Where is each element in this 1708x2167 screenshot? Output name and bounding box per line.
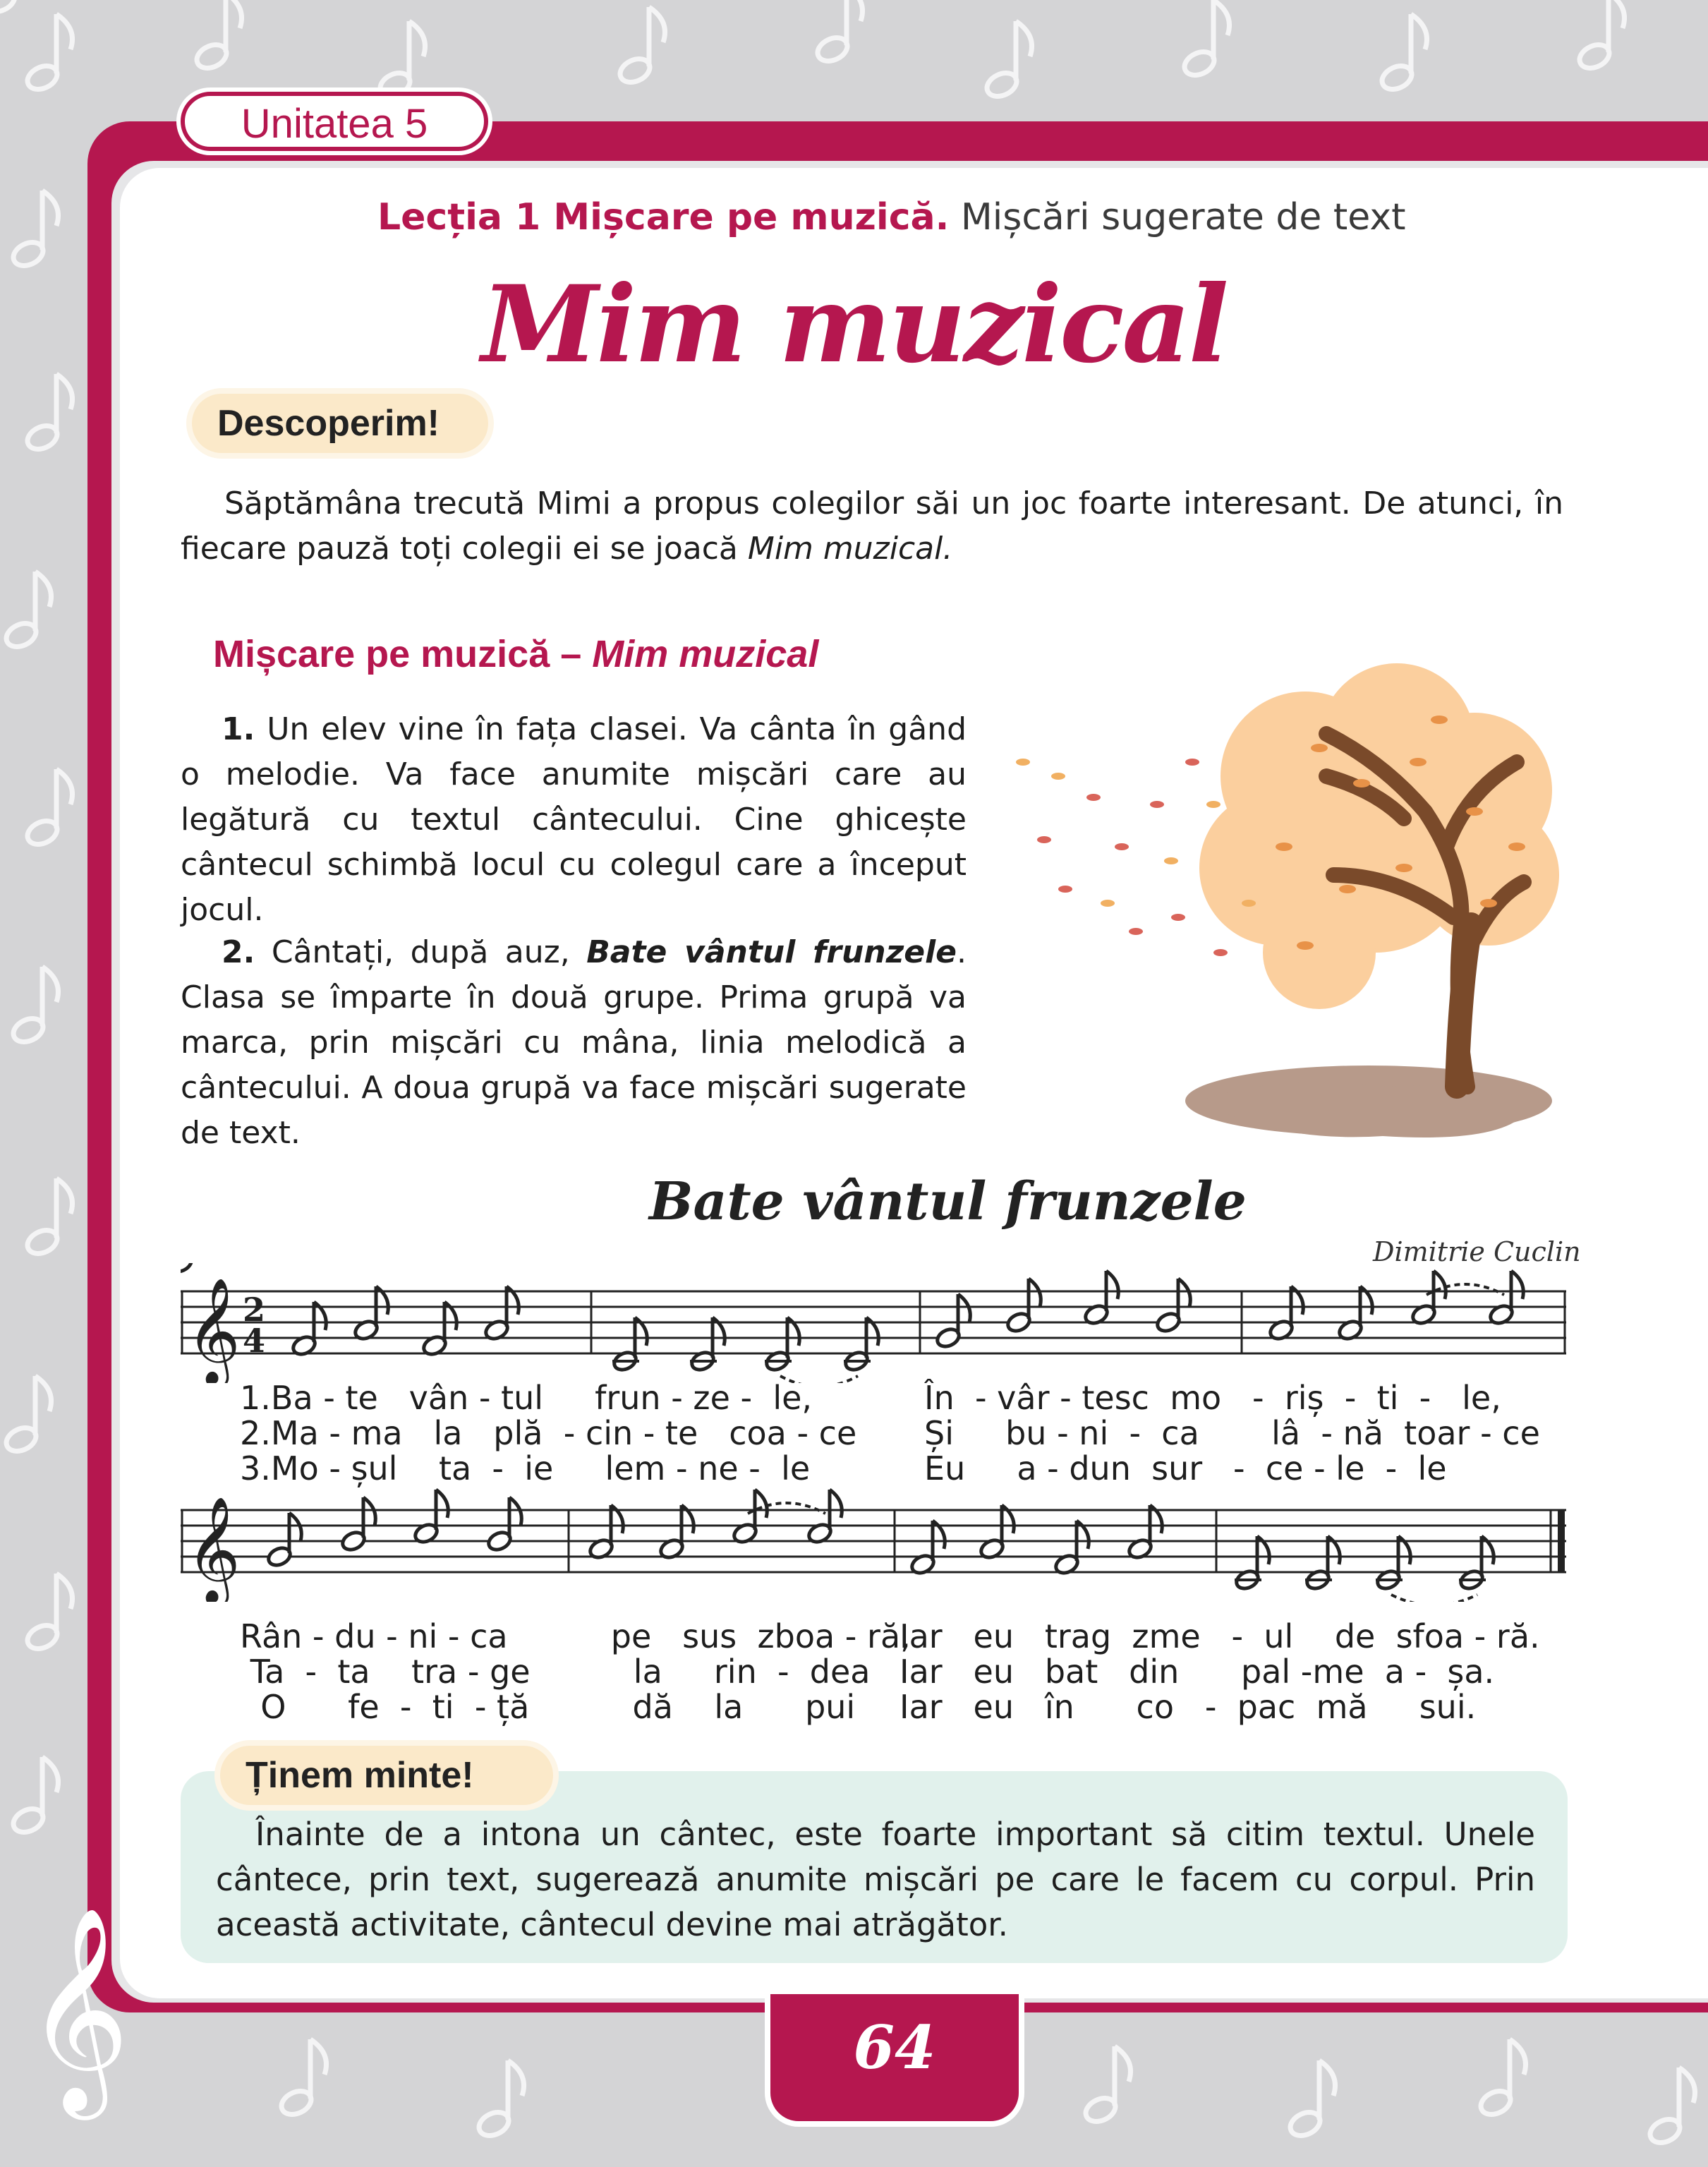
lyric-line: În - vâr - tesc mo - riș - ti - le, <box>924 1379 1501 1417</box>
lyric-line: 2.Ma - ma la plă - cin - te coa - ce <box>240 1414 857 1452</box>
unit-tab <box>181 92 488 151</box>
item-text: . Clasa se împarte în două grupe. Prima grupă va marca, prin mișcări cu mâna, linia melodică a cântecului. A doua grupă va face mișcări sugerate de text. <box>181 934 967 1151</box>
song-composer: Dimitrie Cuclin <box>1373 1236 1581 1267</box>
lyric-line: Iar eu bat din pal -me a - șa. <box>900 1653 1495 1691</box>
remember-label: Ținem minte! <box>246 1755 474 1796</box>
item-text: Cântați, după auz, <box>255 934 587 970</box>
song-title: Bate vântul frunzele <box>649 1171 1247 1232</box>
page-number: 64 <box>853 2012 936 2082</box>
intro-paragraph <box>181 481 1563 572</box>
discover-label: Descoperim! <box>217 403 440 444</box>
music-staff-1 <box>181 1263 1566 1383</box>
unit-label: Unitatea 5 <box>241 101 428 147</box>
song-name: Bate vântul frunzele <box>586 934 957 970</box>
lyric-line: 1.Ba - te vân - tul frun - ze - le, <box>240 1379 813 1417</box>
treble-clef-icon: 𝄞 <box>25 1905 130 2111</box>
lyric-line: Iar eu trag zme - ul de sfoa - ră. <box>900 1617 1540 1655</box>
discover-badge <box>192 394 488 453</box>
subheading-italic: Mim muzical <box>592 633 819 675</box>
page-number-tab <box>770 1994 1019 2121</box>
activity-item-2 <box>181 930 967 1156</box>
lyrics-row1-right <box>924 1380 1540 1486</box>
svg-text:𝄞: 𝄞 <box>186 1495 241 1602</box>
time-signature-top: 2 <box>243 1291 266 1329</box>
lyrics-row2-right <box>900 1619 1540 1725</box>
lyric-line: 3.Mo - șul ta - ie lem - ne - le <box>240 1449 811 1487</box>
remember-badge <box>220 1746 553 1805</box>
lyric-line: Și bu - ni - ca lâ - nă toar - ce <box>924 1414 1540 1452</box>
music-staff-2 <box>181 1482 1566 1602</box>
svg-text:𝄞: 𝄞 <box>186 1276 241 1383</box>
section-subheading <box>213 632 818 676</box>
lyrics-row2-left <box>240 1619 911 1725</box>
item-text: Un elev vine în fața clasei. Va cânta în gând o melodie. Va face anumite mișcări care au legătură cu textul cântecului. Cine ghicește cântecul schimbă locul cu colegul care a început jocul. <box>181 711 967 928</box>
lyric-line: Eu a - dun sur - ce - le - le <box>924 1449 1447 1487</box>
lyric-line: Ta - ta tra - ge la rin - dea <box>240 1653 871 1691</box>
lyric-line: Iar eu în co - pac mă sui. <box>900 1688 1477 1726</box>
page-title: Mim muzical <box>481 262 1227 387</box>
lesson-heading <box>377 196 1406 239</box>
windy-autumn-tree-illustration <box>981 635 1601 1157</box>
lesson-subtitle: Mișcări sugerate de text <box>949 196 1406 239</box>
subheading-text: Mișcare pe muzică – <box>213 633 593 675</box>
activity-item-1 <box>181 707 967 933</box>
intro-italic: Mim muzical. <box>747 531 953 567</box>
intro-text: Săptămâna trecută Mimi a propus colegilor săi un joc foarte interesant. De atunci, în fiecare pauză toți colegii ei se joacă <box>181 485 1563 567</box>
lesson-title: Lecția 1 Mișcare pe muzică. <box>377 196 950 239</box>
item-number: 1. <box>222 711 255 747</box>
time-signature-bottom: 4 <box>243 1322 266 1360</box>
lyric-line: Rân - du - ni - ca pe sus zboa - ră, <box>240 1617 911 1655</box>
lyric-line: O fe - ti - ță dă la pui <box>240 1688 856 1726</box>
remember-text: Înainte de a intona un cântec, este foarte important să citim textul. Unele cântece, prin text, sugerează anumite mișcări pe care le facem cu corpul. Prin această activitate, cântecul devine mai atrăgător. <box>216 1816 1535 1943</box>
lyrics-row1-left <box>240 1380 856 1486</box>
item-number: 2. <box>222 934 255 970</box>
